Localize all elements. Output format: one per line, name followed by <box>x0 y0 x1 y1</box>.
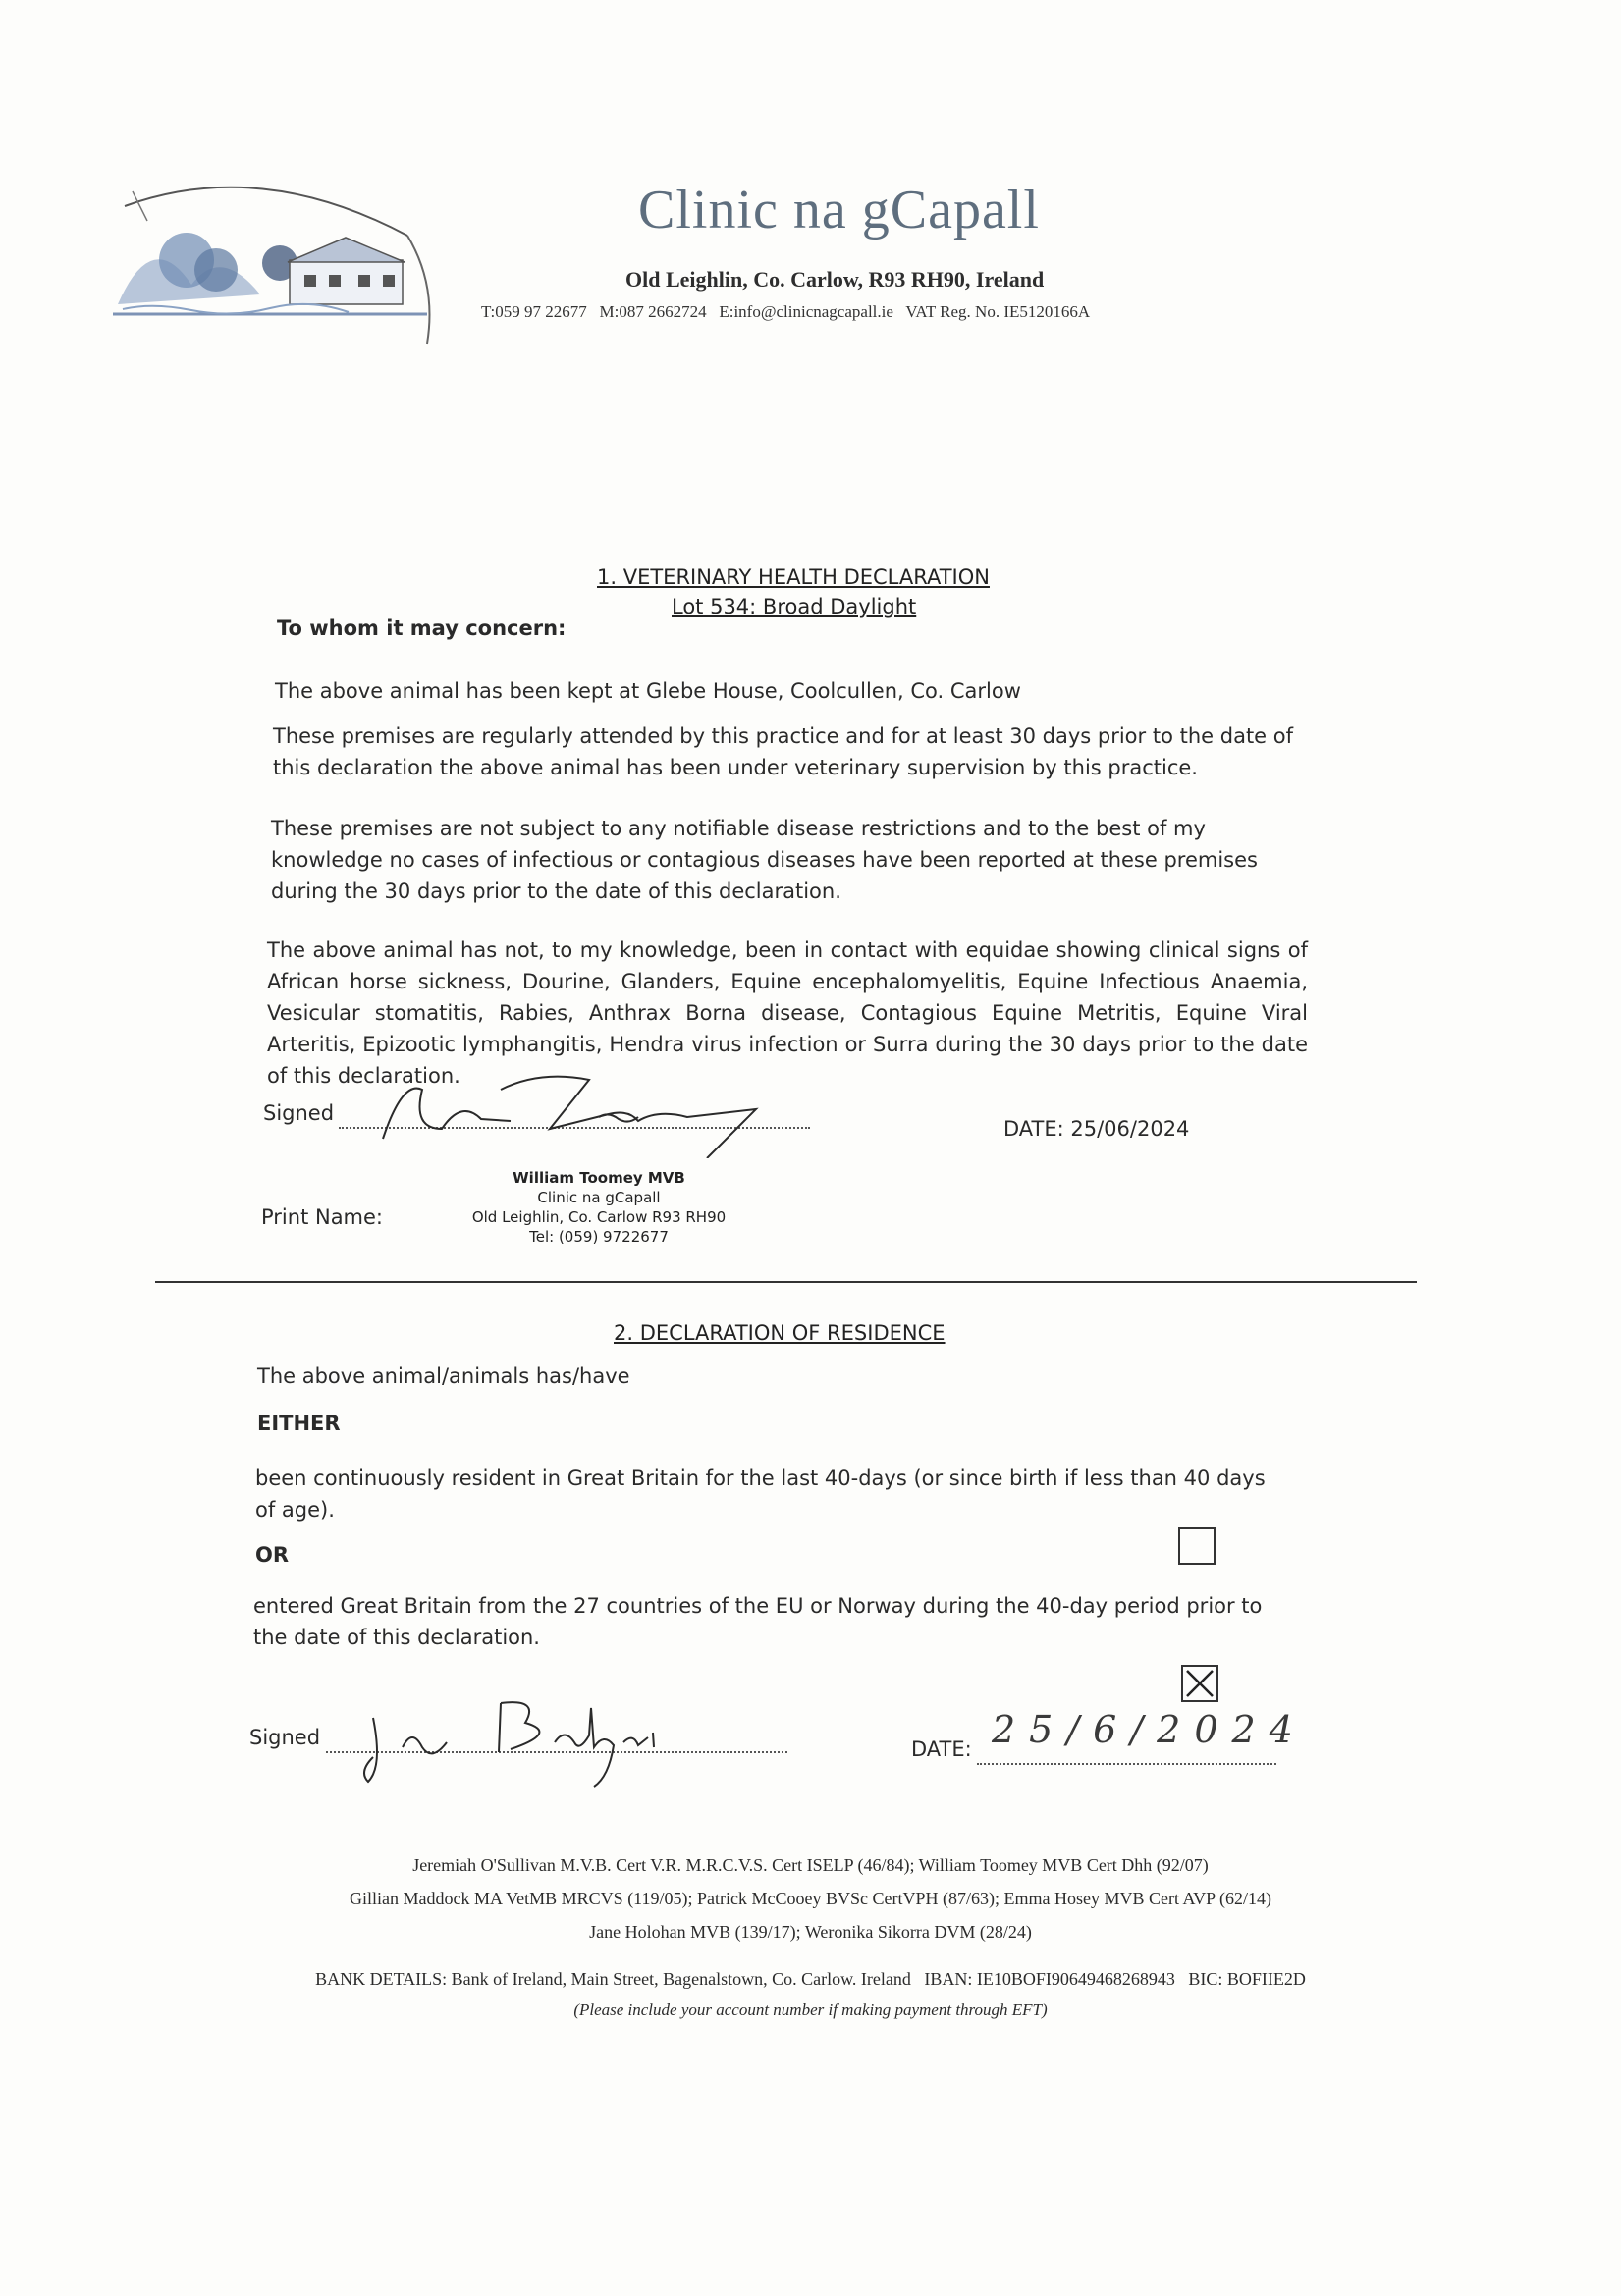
option-continuously-resident: been continuously resident in Great Britain for the last 40-days (or since birth if less than 40 days of age). <box>255 1467 1266 1522</box>
vet-signature <box>363 1060 795 1158</box>
either-label: EITHER <box>257 1412 341 1435</box>
vet-stamp <box>461 1168 736 1247</box>
clinic-contact-line: T:059 97 22677 M:087 2662724 E:info@clinicnagcapall.ie VAT Reg. No. IE5120166A <box>481 302 1091 321</box>
footer-bank-details: BANK DETAILS: Bank of Ireland, Main Street, Bagenalstown, Co. Carlow. Ireland IBAN: IE10BOFI90649468268943 BIC: BOFIIE2D <box>315 1969 1306 1989</box>
or-label: OR <box>255 1543 290 1567</box>
section2-signed-label: Signed <box>249 1726 321 1749</box>
footer-vets-line-2: Gillian Maddock MA VetMB MRCVS (119/05); Patrick McCooey BVSc CertVPH (87/63); Emma Hosey MVB Cert AVP (62/14) <box>350 1889 1271 1908</box>
section1-heading: 1. VETERINARY HEALTH DECLARATION <box>597 565 990 589</box>
owner-signature <box>353 1688 707 1796</box>
salutation: To whom it may concern: <box>277 616 567 640</box>
stamp-line-name: William Toomey MVB <box>513 1169 685 1187</box>
footer-bank-note: (Please include your account number if making payment through EFT) <box>573 2001 1048 2019</box>
para-premises-attended: These premises are regularly attended by this practice and for at least 30 days prior to the date of this declaration the above animal has been under veterinary supervision by this practice. <box>273 724 1294 779</box>
section2-intro: The above animal/animals has/have <box>257 1364 630 1388</box>
para-kept-at: The above animal has been kept at Glebe House, Coolcullen, Co. Carlow <box>275 679 1021 703</box>
lot-title: Lot 534: Broad Daylight <box>672 595 917 618</box>
print-name-label: Print Name: <box>261 1205 384 1229</box>
stamp-line-phone: Tel: (059) 9722677 <box>529 1228 669 1246</box>
stamp-line-address: Old Leighlin, Co. Carlow R93 RH90 <box>471 1208 727 1226</box>
section2-date-label: DATE: <box>911 1737 972 1761</box>
option1-checkbox[interactable] <box>1178 1527 1216 1565</box>
para-no-restrictions: These premises are not subject to any notifiable disease restrictions and to the best of my knowledge no cases of infectious or contagious diseases have been reported at these premises during the 30 days prior to the date of this declaration. <box>271 817 1258 903</box>
section1-signed-label: Signed <box>263 1101 335 1125</box>
section-divider <box>155 1281 1417 1283</box>
option-entered-from-eu: entered Great Britain from the 27 countries of the EU or Norway during the 40-day period prior to the date of this declaration. <box>253 1594 1263 1649</box>
clinic-address: Old Leighlin, Co. Carlow, R93 RH90, Ireland <box>625 267 1045 292</box>
section2-heading: 2. DECLARATION OF RESIDENCE <box>614 1321 946 1345</box>
stamp-line-clinic: Clinic na gCapall <box>537 1189 661 1206</box>
footer-vets-line-1: Jeremiah O'Sullivan M.V.B. Cert V.R. M.R.C.V.S. Cert ISELP (46/84); William Toomey MVB Cert Dhh (92/07) <box>412 1855 1209 1875</box>
clinic-name: Clinic na gCapall <box>638 180 1040 240</box>
handwritten-date: 25/6/2024 <box>992 1708 1307 1751</box>
section1-date: DATE: 25/06/2024 <box>1003 1117 1190 1141</box>
footer-vets-line-3: Jane Holohan MVB (139/17); Weronika Sikorra DVM (28/24) <box>589 1922 1032 1942</box>
check-x-icon <box>1183 1667 1216 1700</box>
para-no-contact: The above animal has not, to my knowledge, been in contact with equidae showing clinical signs of African horse sickness, Dourine, Glanders, Equine encephalomyelitis, Equine Infectious Anaemia, Vesicular stomatitis, Rabies, Anthrax Borna disease, Contagious Equine Metritis, Equine Viral Arteritis, Epizootic lymphangitis, Hendra virus infection or Surra during the 30 days prior to the date of this declaration. <box>267 938 1308 1088</box>
option2-checkbox[interactable] <box>1181 1665 1218 1702</box>
clinic-logo <box>113 167 452 353</box>
section2-date-line <box>977 1763 1276 1765</box>
